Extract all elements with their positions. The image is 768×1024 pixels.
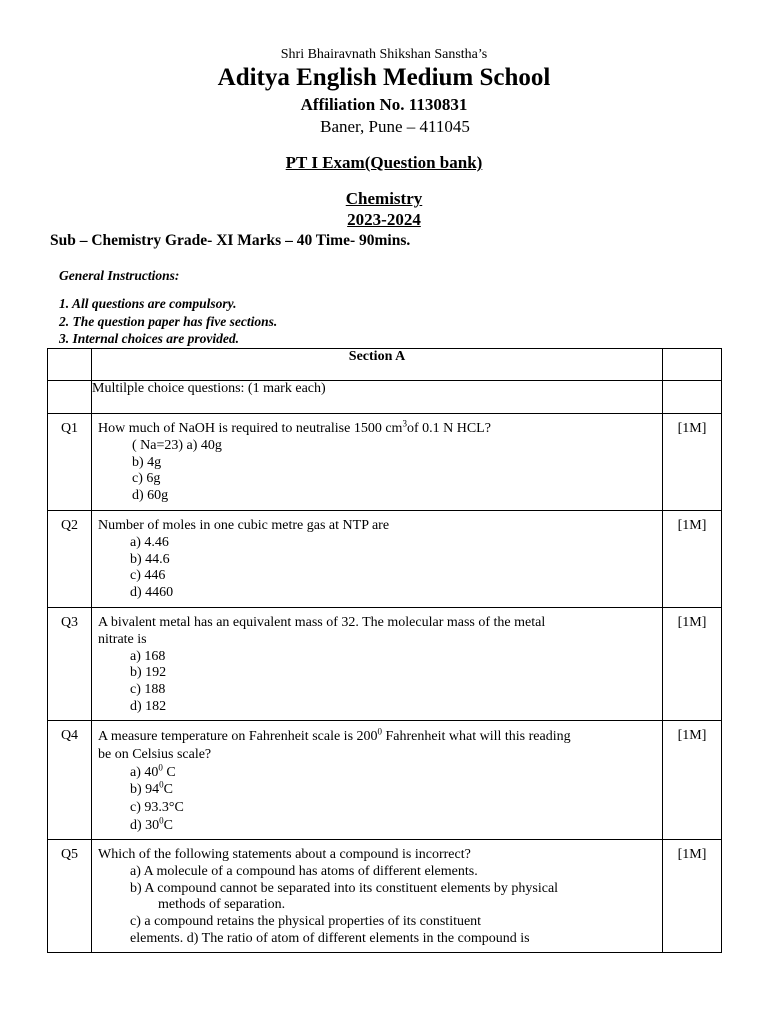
question-body [92, 414, 663, 511]
question-body [92, 608, 663, 721]
exam-title: PT I Exam(Question bank) [285, 153, 483, 172]
option: d) 4460 [130, 585, 174, 601]
question-row [48, 840, 722, 953]
instructions-list [59, 295, 277, 348]
question-row [48, 608, 722, 721]
question-body [92, 721, 663, 840]
school-name: Aditya English Medium School [217, 64, 551, 91]
question-text-continued: nitrate is [98, 631, 147, 647]
section-header-row [48, 349, 722, 381]
option: a) 4.46 [130, 534, 169, 550]
question-table [47, 348, 722, 953]
question-row [48, 511, 722, 608]
question-body [92, 511, 663, 608]
option: c) 6g [132, 471, 161, 487]
school-address: Baner, Pune – 411045 [320, 117, 470, 136]
question-text: How much of NaOH is required to neutralise 1500 $cm^3of$ 0.1 N HCL? [98, 418, 491, 436]
question-number: Q5 [48, 840, 92, 953]
instruction-item: 3. Internal choices are provided. [59, 331, 239, 346]
option: b) 192 [130, 665, 167, 681]
question-text: A measure temperature on Fahrenheit scale is $200^0$ Fahrenheit what will this reading [98, 726, 571, 744]
question-text: Number of moles in one cubic metre gas at NTP are [98, 518, 390, 533]
exam-details-line: Sub – Chemistry Grade- XI Marks – 40 Time- 90mins. [50, 232, 411, 249]
option-continued: methods of separation. [158, 897, 286, 913]
question-text-continued: be on Celsius scale? [98, 746, 212, 762]
question-text: Which of the following statements about a compound is incorrect? [98, 847, 471, 862]
question-text-continued: ( Na=23) a) 40g [132, 437, 222, 453]
option: b) $94^0C$ [130, 779, 174, 798]
option: a) A molecule of a compound has atoms of different elements. [130, 863, 478, 879]
section-title: Section A [92, 349, 663, 381]
option: a) $40^0$ C [130, 761, 176, 780]
section-note: Multilple choice questions: (1 mark each) [92, 381, 663, 414]
instruction-item: 2. The question paper has five sections. [59, 313, 278, 329]
affiliation-number: Affiliation No. 1130831 [300, 95, 468, 114]
option: d) 60g [132, 488, 169, 504]
option: b) 4g [132, 454, 162, 470]
question-number: Q1 [48, 414, 92, 511]
option: b) A compound cannot be separated into its constituent elements by physical [130, 880, 559, 896]
instructions-title: General Instructions: [59, 268, 180, 283]
question-number: Q3 [48, 608, 92, 721]
option: d) $30^0C$ [130, 815, 174, 833]
option: c) 93.3°C [130, 800, 184, 816]
question-row [48, 414, 722, 511]
question-number: Q2 [48, 511, 92, 608]
option: elements. d) The ratio of atom of different elements in the compound is [130, 930, 530, 946]
option: c) a compound retains the physical properties of its constituent [130, 914, 482, 930]
question-text: A bivalent metal has an equivalent mass of 32. The molecular mass of the metal [98, 615, 546, 630]
option: a) 168 [130, 648, 166, 664]
question-number: Q4 [48, 721, 92, 840]
section-note-row [48, 381, 722, 414]
instruction-item: 1. All questions are compulsory. [59, 296, 237, 311]
question-marks: [1M] [663, 414, 722, 511]
question-marks: [1M] [663, 840, 722, 953]
academic-year: 2023-2024 [347, 210, 421, 229]
option: c) 188 [130, 682, 166, 698]
organization-name: Shri Bhairavnath Shikshan Sanstha’s [280, 47, 488, 62]
question-marks: [1M] [663, 721, 722, 840]
option: b) 44.6 [130, 551, 170, 567]
subject-title: Chemistry [345, 189, 423, 208]
option: d) 182 [130, 698, 167, 714]
question-body [92, 840, 663, 953]
question-marks: [1M] [663, 511, 722, 608]
question-marks: [1M] [663, 608, 722, 721]
option: c) 446 [130, 568, 166, 584]
question-row [48, 721, 722, 840]
